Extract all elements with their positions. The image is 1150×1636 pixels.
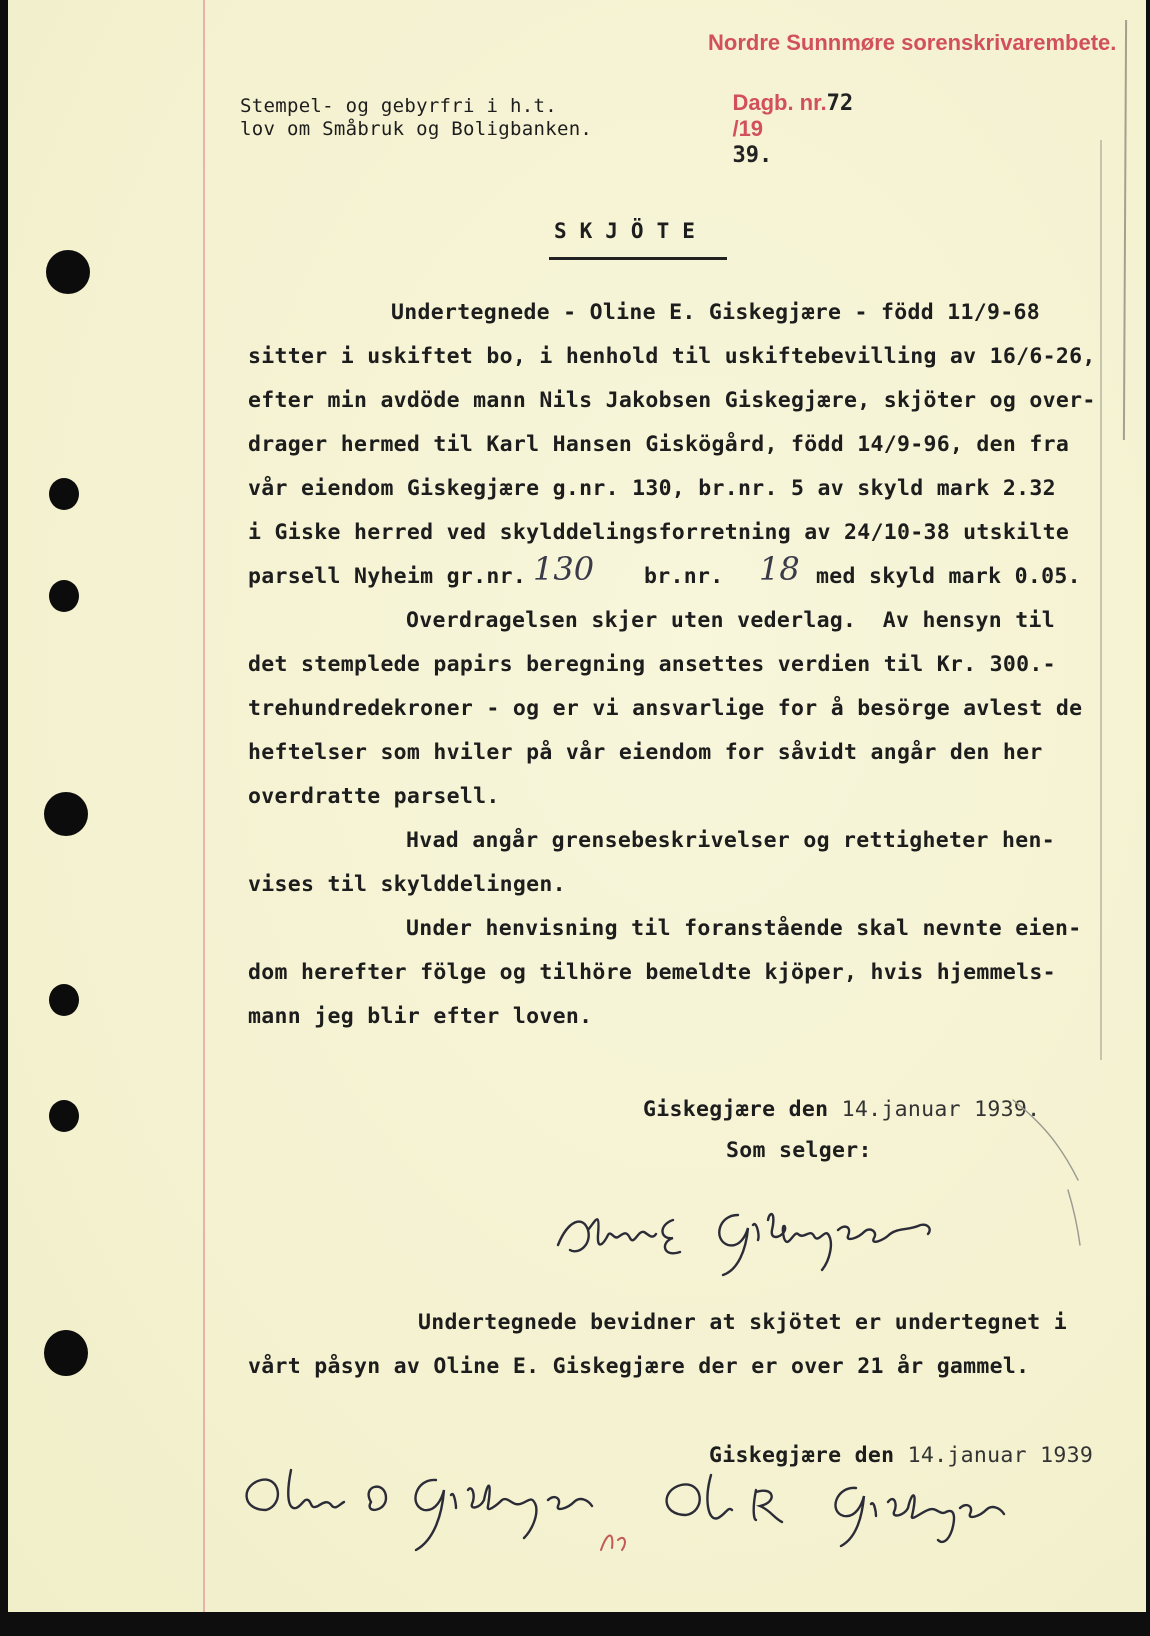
body-line: vår eiendom Giskegjære g.nr. 130, br.nr. 5 av skyld mark 2.32 — [248, 476, 1056, 501]
witness-line: Undertegnede bevidner at skjötet er undertegnet i — [418, 1310, 1067, 1335]
handwritten-gnr: 130 — [533, 550, 595, 588]
dagbok-year: 39. — [732, 143, 773, 168]
witness-signature-2 — [656, 1460, 1056, 1560]
body-line: drager hermed til Karl Hansen Giskögård, född 14/9-96, den fra — [248, 432, 1070, 457]
body-line: Hvad angår grensebeskrivelser og rettigheter hen- — [406, 828, 1055, 853]
body-line: det stemplede papirs beregning ansettes verdien til Kr. 300.- — [248, 652, 1056, 677]
body-line: Overdragelsen skjer uten vederlag. Av hensyn til — [406, 608, 1055, 633]
body-line: vises til skylddelingen. — [248, 872, 566, 897]
seller-label: Som selger: — [726, 1138, 872, 1163]
punch-hole — [49, 1100, 79, 1132]
dagbok-label: Dagb. nr. — [732, 90, 827, 115]
pencil-mark — [1008, 1090, 1108, 1250]
punch-hole — [49, 478, 79, 510]
document-title: SKJÖTE — [554, 219, 708, 243]
edge-mark-2 — [1100, 140, 1102, 1060]
dagbok-number: 72 — [826, 91, 854, 116]
date-1: 14.januar 1939. — [841, 1097, 1041, 1122]
dagbok-stamp — [708, 64, 853, 194]
punch-hole — [44, 792, 88, 836]
punch-hole — [49, 984, 79, 1016]
body-line: trehundredekroner - og er vi ansvarlige for å besörge avlest de — [248, 696, 1083, 721]
punch-hole — [44, 1330, 88, 1376]
place-1: Giskegjære den — [642, 1097, 829, 1122]
handwritten-bnr: 18 — [759, 550, 800, 588]
body-line: sitter i uskiftet bo, i henhold til uskiftebevilling av 16/6-26, — [248, 344, 1096, 369]
place-2: Giskegjære den — [708, 1443, 895, 1468]
margin-rule — [203, 0, 205, 1612]
office-stamp: Nordre Sunnmøre sorenskrivarembete. — [708, 30, 1117, 55]
body-line: parsell Nyheim gr.nr. — [248, 564, 527, 589]
body-line: overdratte parsell. — [248, 784, 500, 809]
body-line: br.nr. — [644, 564, 724, 589]
place-date-1 — [590, 1072, 1040, 1147]
exemption-line-2: lov om Småbruk og Boligbanken. — [240, 118, 593, 140]
seller-signature — [548, 1190, 968, 1280]
body-line: med skyld mark 0.05. — [816, 564, 1081, 589]
body-line: i Giske herred ved skylddelingsforretning av 24/10-38 utskilte — [248, 520, 1070, 545]
body-line: heftelser som hviler på vår eiendom for såvidt angår den her — [248, 740, 1043, 765]
body-line: dom herefter fölge og tilhöre bemeldte kjöper, hvis hjemmels- — [248, 960, 1056, 985]
body-line: mann jeg blir efter loven. — [248, 1004, 593, 1029]
exemption-line-1: Stempel- og gebyrfri i h.t. — [240, 95, 557, 117]
witness-line: vårt påsyn av Oline E. Giskegjære der er over 21 år gammel. — [248, 1354, 1030, 1379]
document-page — [8, 0, 1146, 1612]
body-line: Under henvisning til foranstående skal nevnte eien- — [406, 916, 1082, 941]
date-2: 14.januar 1939 — [907, 1443, 1094, 1468]
witness-signature-1 — [236, 1450, 656, 1570]
title-underline — [549, 257, 727, 260]
edge-mark — [1123, 20, 1127, 440]
body-line: efter min avdöde mann Nils Jakobsen Giskegjære, skjöter og over- — [248, 388, 1096, 413]
dagbok-year-prefix: /19 — [732, 116, 764, 141]
body-line: Undertegnede - Oline E. Giskegjære - född 11/9-68 — [391, 300, 1040, 325]
punch-hole — [49, 580, 79, 612]
punch-hole — [46, 250, 90, 294]
